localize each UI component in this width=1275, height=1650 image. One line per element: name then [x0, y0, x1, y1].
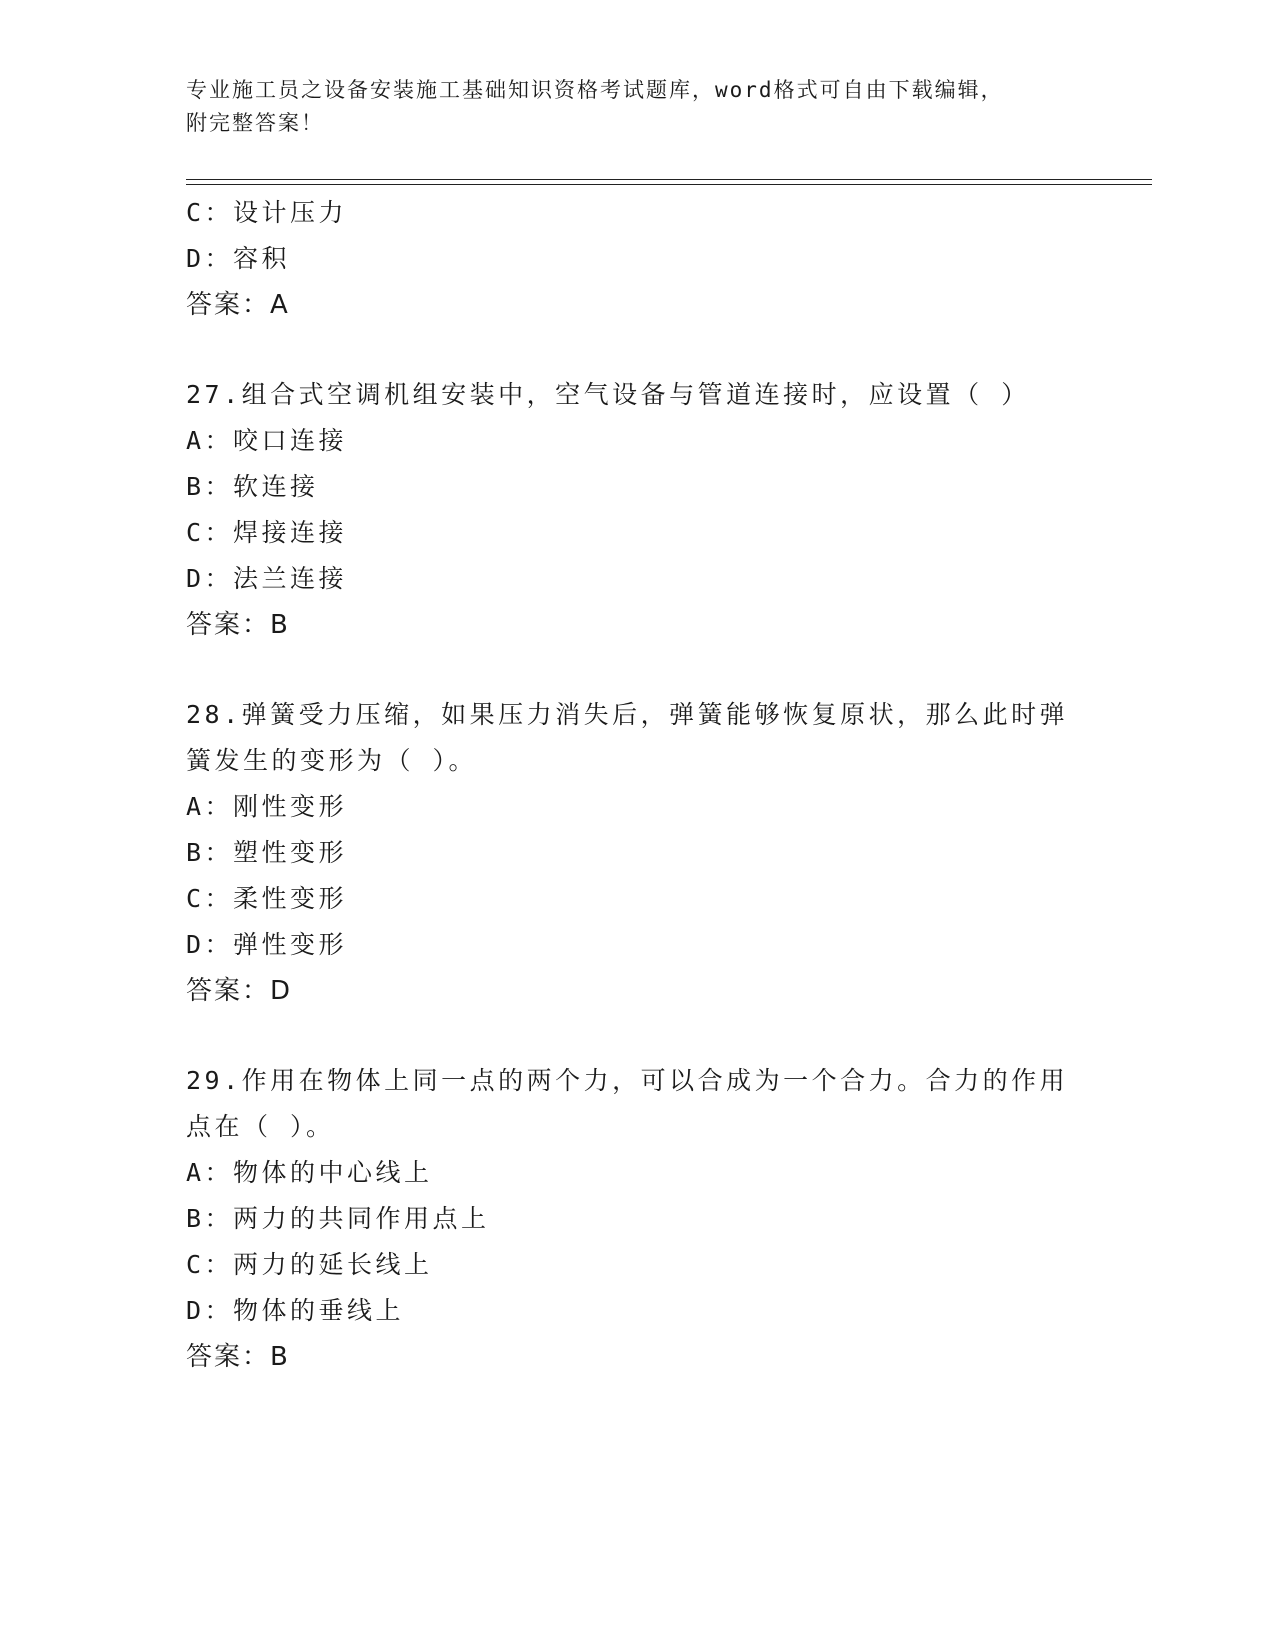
- question-stem-line-1: 29.作用在物体上同一点的两个力，可以合成为一个合力。合力的作用: [186, 1066, 1069, 1095]
- header-line-1: 专业施工员之设备安装施工基础知识资格考试题库，word格式可自由下载编辑，: [186, 78, 1004, 102]
- option-a: A：咬口连接: [186, 426, 348, 455]
- answer-line: 答案：A: [186, 290, 290, 320]
- question-block-27: [186, 372, 1086, 648]
- option-b: B：两力的共同作用点上: [186, 1204, 490, 1233]
- option-c: C：两力的延长线上: [186, 1250, 433, 1279]
- document-header: [186, 74, 1066, 140]
- question-stem-line-1: 28.弹簧受力压缩，如果压力消失后，弹簧能够恢复原状，那么此时弹: [186, 700, 1069, 729]
- option-d: D：法兰连接: [186, 564, 348, 593]
- spacer: [186, 648, 1086, 692]
- question-stem-line-2: 点在（ ）。: [186, 1112, 335, 1141]
- option-b: B：塑性变形: [186, 838, 348, 867]
- option-c: C：柔性变形: [186, 884, 348, 913]
- option-b: B：软连接: [186, 472, 319, 501]
- question-block-28: [186, 692, 1086, 1014]
- option-a: A：物体的中心线上: [186, 1158, 433, 1187]
- question-block-29: [186, 1058, 1086, 1380]
- answer-line: 答案：B: [186, 610, 290, 640]
- option-c: C：设计压力: [186, 198, 348, 227]
- header-line-2: 附完整答案！: [186, 111, 324, 135]
- header-divider-top: [186, 179, 1152, 180]
- question-stem-line-2: 簧发生的变形为（ ）。: [186, 746, 478, 775]
- answer-line: 答案：B: [186, 1342, 290, 1372]
- question-stem: 27.组合式空调机组安装中，空气设备与管道连接时，应设置（ ）: [186, 380, 1030, 409]
- spacer: [186, 1014, 1086, 1058]
- question-block-26: [186, 190, 1086, 328]
- option-d: D：容积: [186, 244, 291, 273]
- option-d: D：弹性变形: [186, 930, 348, 959]
- header-divider-bottom: [186, 184, 1152, 185]
- option-a: A：刚性变形: [186, 792, 348, 821]
- spacer: [186, 328, 1086, 372]
- answer-line: 答案：D: [186, 976, 293, 1006]
- option-c: C：焊接连接: [186, 518, 348, 547]
- question-list: [186, 190, 1086, 1380]
- option-d: D：物体的垂线上: [186, 1296, 405, 1325]
